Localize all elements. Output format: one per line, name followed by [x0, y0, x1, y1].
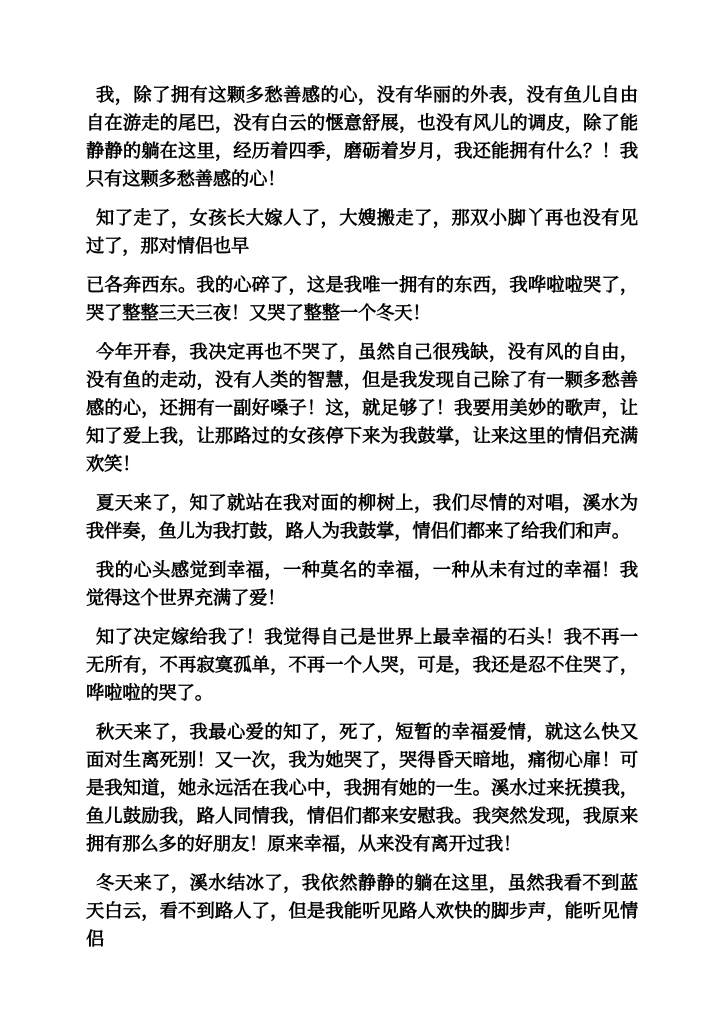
paragraph: 我的心头感觉到幸福，一种莫名的幸福，一种从未有过的幸福！我觉得这个世界充满了爱！	[86, 560, 638, 609]
paragraph: 已各奔西东。我的心碎了，这是我唯一拥有的东西，我哗啦啦哭了，哭了整整三天三夜！又哭了整整一个冬天！	[86, 275, 638, 324]
paragraph: 我，除了拥有这颗多愁善感的心，没有华丽的外表，没有鱼儿自由自在游走的尾巴，没有白云的惬意舒展，也没有风儿的调皮，除了能静静的躺在这里，经历着四季，磨砺着岁月，我还能拥有什么？！我只有这颗多愁善感的心！	[86, 85, 638, 190]
paragraph: 冬天来了，溪水结冰了，我依然静静的躺在这里，虽然我看不到蓝天白云，看不到路人了，但是我能听见路人欢快的脚步声，能听见情侣	[86, 873, 638, 950]
document-body	[86, 82, 638, 965]
paragraph: 秋天来了，我最心爱的知了，死了，短暂的幸福爱情，就这么快又面对生离死别！又一次，我为她哭了，哭得昏天暗地，痛彻心扉！可是我知道，她永远活在我心中，我拥有她的一生。溪水过来抚摸我，鱼儿鼓励我，路人同情我，情侣们都来安慰我。我突然发现，我原来拥有那么多的好朋友！原来幸福，从来没有离开过我！	[86, 722, 638, 855]
paragraph: 夏天来了，知了就站在我对面的柳树上，我们尽情的对唱，溪水为我伴奏，鱼儿为我打鼓，路人为我鼓掌，情侣们都来了给我们和声。	[86, 493, 638, 542]
paragraph: 知了决定嫁给我了！我觉得自己是世界上最幸福的石头！我不再一无所有，不再寂寞孤单，不再一个人哭，可是，我还是忍不住哭了，哗啦啦的哭了。	[86, 627, 638, 704]
paragraph: 今年开春，我决定再也不哭了，虽然自己很残缺，没有风的自由，没有鱼的走动，没有人类的智慧，但是我发现自己除了有一颗多愁善感的心，还拥有一副好嗓子！这，就足够了！我要用美妙的歌声，让知了爱上我，让那路过的女孩停下来为我鼓掌，让来这里的情侣充满欢笑！	[86, 342, 638, 475]
paragraph: 知了走了，女孩长大嫁人了，大嫂搬走了，那双小脚丫再也没有见过了，那对情侣也早	[86, 208, 638, 257]
